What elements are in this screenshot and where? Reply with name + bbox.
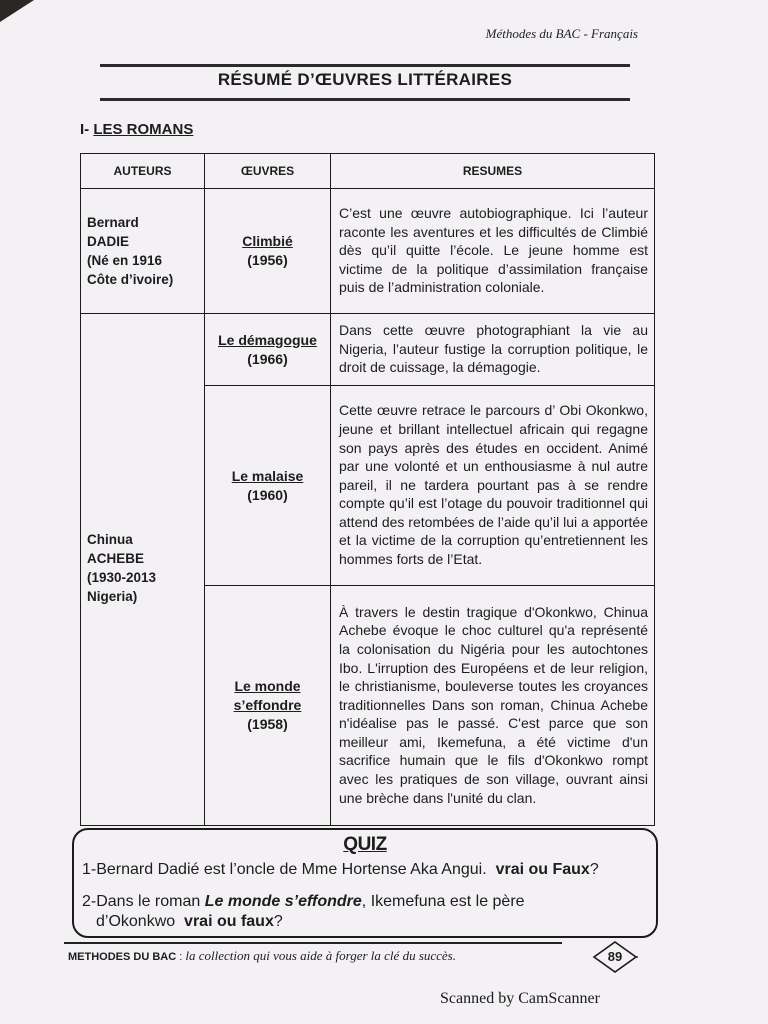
footer-separator: : — [176, 951, 186, 963]
author-line: (Né en 1916 — [87, 253, 163, 268]
header-authors: AUTEURS — [81, 154, 205, 189]
table-header-row — [81, 154, 655, 189]
table-row — [81, 314, 655, 386]
section-heading — [80, 121, 193, 138]
table-row — [81, 189, 655, 314]
author-line: Côte d’ivoire) — [87, 272, 174, 287]
summary-cell: C’est une œuvre autobiographique. Ici l’auteur raconte les aventures et les difficultés de Climbié dès qu’il quitte l’école. Le jeune homme est victime de la politique d’assimilation française puis de l’administration coloniale. — [331, 189, 655, 314]
scanner-watermark: Scanned by CamScanner — [440, 990, 600, 1007]
author-line: ACHEBE — [87, 550, 145, 566]
footer — [68, 948, 456, 964]
quiz-question-2 — [82, 892, 525, 932]
section-number: I- — [80, 121, 90, 138]
author-line: (1930-2013 — [87, 569, 157, 585]
summary-cell: Cette œuvre retrace le parcours d’ Obi Okonkwo, jeune et brillant intellectuel africain qui regagne son pays après des études en occident. Animé par une volonté et un enthousiasme à nul autre pareil, il ne tardera pourtant pas à se rendre compte qu’il est l’otage du pouvoir traditionnel qui attend des retombées de l’aide qu’il lui a apportée et la victime de la corruption qu’entretiennent les hommes forts de l’Etat. — [331, 386, 655, 586]
quiz-question-1 — [82, 860, 599, 880]
work-year: (1966) — [247, 350, 288, 367]
work-title: Climbié — [242, 233, 293, 249]
summary-cell: À travers le destin tragique d'Okonkwo, Chinua Achebe évoque le choc culturel qu'a représenté la colonisation du Nigéria pour les autochtones Ibo. L'irruption des Européens et de leur religion, le christianisme, bouleverse toutes les croyances traditionnelles Dans son roman, Chinua Achebe n'idéalise pas le passé. C'est parce que son meilleur ami, Ikemefuna, a été victime d'un sacrifice humain que le fils d'Okonkwo rompt avec les pratiques de son village, ouvrant ainsi une brèche dans l'unité du clan. — [331, 586, 655, 826]
footer-rule — [64, 942, 562, 944]
title-rule-bottom — [100, 98, 630, 101]
question-text: d’Okonkwo — [96, 913, 176, 930]
work-cell — [205, 189, 331, 314]
author-line: Nigeria) — [87, 588, 138, 604]
work-title: Le démagogue — [218, 331, 317, 348]
footer-tagline: la collection qui vous aide à forger la clé du succès. — [185, 948, 456, 963]
work-cell — [205, 314, 331, 386]
question-text: 1-Bernard Dadié est l’oncle de Mme Hortense Aka Angui. — [82, 861, 487, 878]
footer-brand: METHODES DU BAC — [68, 951, 177, 963]
question-mark: ? — [589, 861, 599, 878]
question-text: 2-Dans le roman — [82, 893, 201, 910]
work-year: (1956) — [247, 252, 288, 268]
author-line: Bernard — [87, 215, 139, 230]
page-corner — [0, 0, 34, 22]
author-line: Chinua — [87, 531, 133, 547]
running-head: Méthodes du BAC - Français — [485, 26, 638, 41]
summary-cell: Dans cette œuvre photographiant la vie au Nigeria, l’auteur fustige la corruption politique, le droit de cuissage, la démagogie. — [331, 314, 655, 386]
page-title: RÉSUMÉ D’ŒUVRES LITTÉRAIRES — [217, 70, 513, 89]
question-book-title: Le monde s’effondre — [204, 893, 362, 910]
quiz-box — [72, 828, 658, 938]
question-text: , Ikemefuna est le père — [361, 893, 525, 910]
work-title-line: s’effondre — [233, 697, 302, 713]
question-answer-prompt: vrai ou faux — [184, 913, 274, 930]
question-mark: ? — [273, 913, 283, 930]
question-answer-prompt: vrai ou Faux — [495, 861, 590, 878]
title-rule-top — [100, 64, 630, 67]
author-cell — [81, 189, 205, 314]
section-label: LES ROMANS — [93, 121, 194, 138]
work-year: (1960) — [247, 486, 288, 503]
work-cell — [205, 586, 331, 826]
work-title: Le malaise — [231, 467, 304, 484]
work-year: (1958) — [247, 716, 288, 732]
author-cell — [81, 314, 205, 826]
quiz-title: QUIZ — [343, 834, 387, 855]
works-table — [80, 153, 655, 826]
work-title-line: Le monde — [234, 678, 301, 694]
header-works: ŒUVRES — [205, 154, 331, 189]
header-summaries: RESUMES — [331, 154, 655, 189]
author-line: DADIE — [87, 234, 130, 249]
page-number: 89 — [607, 949, 623, 964]
work-cell — [205, 386, 331, 586]
